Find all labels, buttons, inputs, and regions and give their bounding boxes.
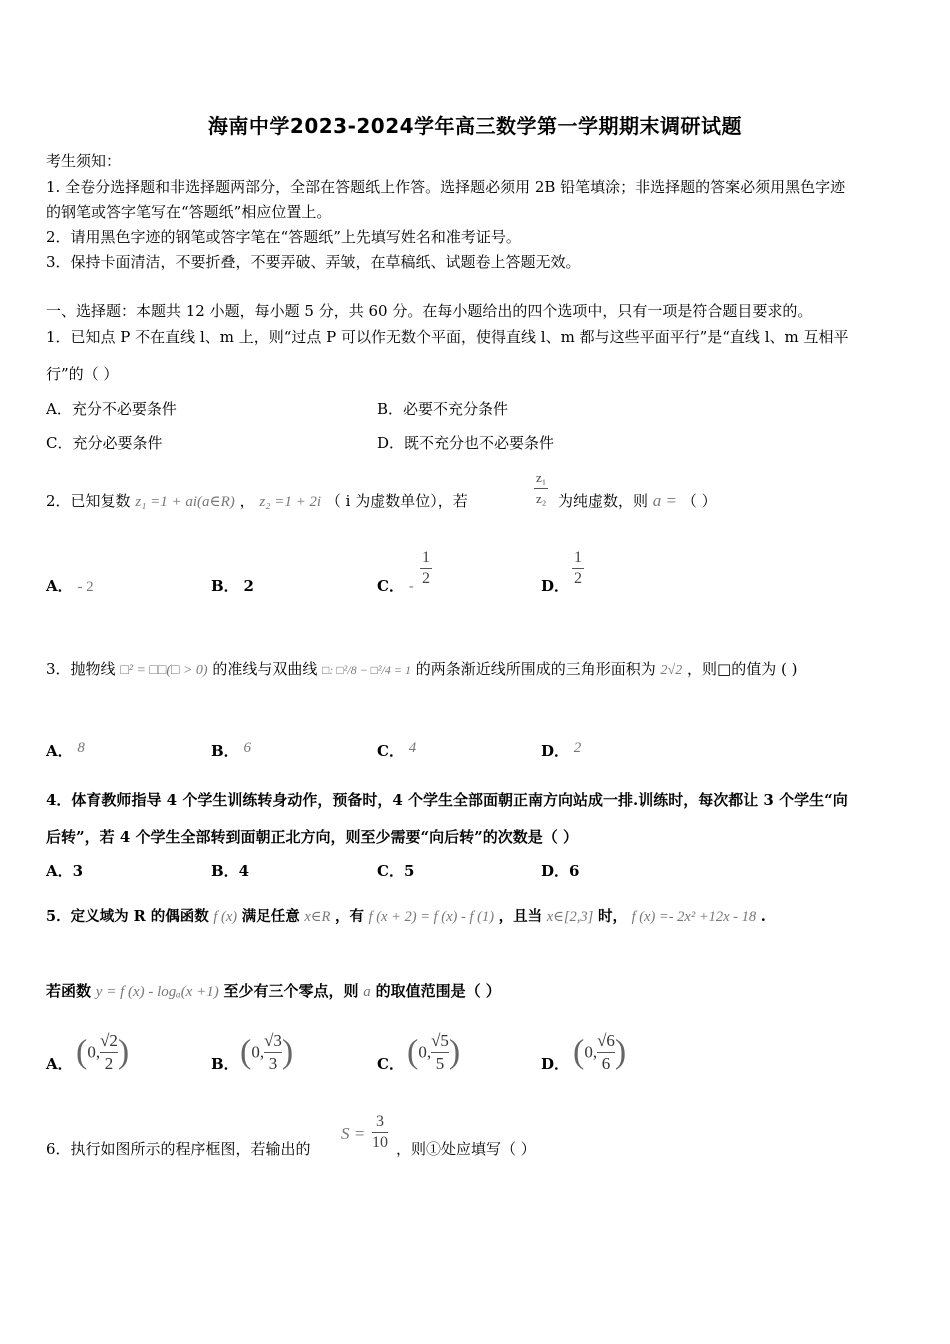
q6-fraction [372,1112,388,1153]
q5-b-label [211,1053,239,1074]
q5-a-label [46,1053,73,1074]
q4-stem-line2: 后转”，若 4 个学生全部转到面朝正北方向，则至少需要“向后转”的次数是（ ） [46,828,578,846]
q5-a-den: 2 [104,1054,114,1073]
left-paren-icon: ( [573,1033,585,1071]
q2-a-value: - 2 [77,579,94,595]
notice-item-1a: 1. 全卷分选择题和非选择题两部分，全部在答题纸上作答。选择题必须用 2B 铅笔填涂；非选择题的答案必须用黑色字迹 [46,178,846,196]
q5-p5: 时， [597,908,627,925]
q3-mid1: 的准线与双曲线 [212,660,318,678]
q3-parabola: □² = □□(□ > 0) [120,663,208,678]
q5-d-label [541,1053,569,1074]
q2-z2: z₂ =1 + 2i [259,494,322,510]
q6-num: 3 [372,1112,388,1133]
q2-suffix: 为纯虚数，则 [558,492,649,510]
q5-c-label [377,1053,404,1074]
q5-a-num: √2 [100,1030,118,1053]
q2-mid: （ i 为虚数单位），若 [325,492,468,510]
q2-c-num: 1 [420,548,432,569]
q5-c-num: √5 [431,1030,449,1053]
left-paren-icon: ( [76,1033,88,1071]
q5-eq2: f (x) =- 2x² +12x - 18 [631,909,757,925]
q1-stem-line2: 行”的（ ） [46,365,119,383]
q2-option-b [211,575,254,596]
notice-item-1b: 的钢笔或答字笔写在“答题纸”相应位置上。 [46,203,332,221]
q2-suffix-wrap [558,490,717,511]
q5-d-label-text: D． [541,1055,570,1073]
q5-c-label-text: C． [377,1055,404,1073]
q5-d-den: 6 [601,1054,611,1073]
q2-frac-den: z₂ [536,491,547,506]
q6-suffix: ，则①处应填写（ ） [396,1140,536,1158]
q6-s-eq-wrap [341,1124,365,1144]
q4-stem-line1: 4．体育教师指导 4 个学生训练转身动作，预备时，4 个学生全部面朝正南方向站成一排.训练时，每次都让 3 个学生“向 [46,791,848,809]
q2-blank: （ ） [681,492,717,510]
q1-option-c: C．充分必要条件 [46,434,163,452]
q3-suffix: ，则□的值为 ( ) [687,660,798,678]
q1-option-d: D．既不充分也不必要条件 [377,434,555,452]
q5-l2b: 至少有三个零点，则 [223,982,359,1000]
q2-b-value: 2 [243,577,254,595]
q4-option-b: B．4 [211,862,250,880]
q3-stem [46,658,797,679]
q3-mid2: 的两条渐近线所围成的三角形面积为 [415,660,656,678]
q4-option-a: A．3 [46,862,84,880]
q3-hyperbola: □: □²/8 − □²/4 = 1 [322,663,411,677]
q2-d-num: 1 [572,548,584,569]
q5-option-a-value [76,1030,129,1075]
q3-option-d [541,740,581,761]
q2-stem [46,490,468,511]
q3-b-value: 6 [243,740,251,756]
right-paren-icon: ) [117,1033,130,1071]
q5-b-zero: 0, [251,1042,265,1062]
q5-l2c: 的取值范围是（ ） [375,982,501,1000]
q5-stem-line2 [46,980,501,1001]
q5-interval: x∈[2,3] [546,909,594,925]
q5-a-label-text: A． [46,1055,73,1073]
q3-a-label: A． [46,742,73,760]
q6-den: 10 [372,1134,388,1151]
q6-prefix: 6．执行如图所示的程序框图，若输出的 [46,1140,311,1158]
q2-a-eq: a = [652,491,678,510]
q2-d-label: D． [541,577,570,595]
q3-area: 2√2 [660,663,683,678]
q5-stem-line1 [46,905,766,926]
right-paren-icon: ) [281,1033,294,1071]
q5-p4: ，且当 [498,908,543,925]
left-paren-icon: ( [407,1033,419,1071]
q5-c-den: 5 [435,1054,445,1073]
q3-prefix: 3．抛物线 [46,660,116,678]
q5-d-fraction [597,1030,615,1075]
q2-z1: z₁ =1 + ai(a∈R) [135,494,235,510]
q2-option-c-fraction [420,548,432,589]
q5-option-c-value [407,1030,460,1075]
q2-option-a [46,575,94,596]
q5-avar: a [363,984,371,1000]
notice-item-3: 3．保持卡面清洁，不要折叠，不要弄破、弄皱，在草稿纸、试题卷上答题无效。 [46,253,581,271]
q3-c-label: C． [377,742,404,760]
q1-option-b: B．必要不充分条件 [377,400,509,418]
q2-b-label: B． [211,577,239,595]
q2-prefix: 2．已知复数 [46,492,131,510]
q5-option-d-value [573,1030,626,1075]
q5-d-zero: 0, [584,1042,598,1062]
q3-d-value: 2 [573,740,582,756]
q5-p3: ，有 [334,908,364,925]
q5-p6: . [760,908,766,925]
q5-a-fraction [100,1030,118,1075]
q3-option-c [377,740,416,761]
notice-item-2: 2．请用黑色字迹的钢笔或答字笔在“答题纸”上先填写姓名和准考证号。 [46,228,521,246]
q2-option-c-label-wrap [377,575,414,596]
q5-p1: 5．定义域为 R 的偶函数 [46,908,209,925]
q3-b-label: B． [211,742,239,760]
q5-fx: f (x) [213,909,238,925]
notice-heading: 考生须知： [46,152,122,170]
q2-option-d-label-wrap [541,575,569,596]
q5-b-fraction [264,1030,282,1075]
q5-a-zero: 0, [87,1042,101,1062]
q5-yfun: y = f (x) - logₐ(x +1) [95,984,219,1000]
right-paren-icon: ) [448,1033,461,1071]
q2-c-label: C． [377,577,404,595]
q5-c-zero: 0, [418,1042,432,1062]
left-paren-icon: ( [240,1033,252,1071]
q2-frac-num: z₁ [534,468,548,489]
q5-b-num: √3 [264,1030,282,1053]
q1-option-a: A．充分不必要条件 [46,400,177,418]
right-paren-icon: ) [614,1033,627,1071]
q5-eq1: f (x + 2) = f (x) - f (1) [368,909,495,925]
q5-b-label-text: B． [211,1055,239,1073]
q5-p2: 满足任意 [241,908,300,925]
q2-fraction [534,468,548,509]
q6-s-eq: S = [341,1124,366,1143]
q5-option-b-value [240,1030,293,1075]
q3-d-label: D． [541,742,570,760]
q3-a-value: 8 [77,740,85,756]
q6-suffix-wrap [396,1138,536,1159]
page-title: 海南中学2023-2024学年高三数学第一学期期末调研试题 [207,114,743,138]
q5-xinr: x∈R [304,909,331,925]
q6-prefix-wrap [46,1138,311,1159]
q3-option-a [46,740,85,761]
q4-option-d: D．6 [541,862,580,880]
q2-a-label: A． [46,577,73,595]
section-heading: 一、选择题：本题共 12 小题，每小题 5 分，共 60 分。在每小题给出的四个选项中，只有一项是符合题目要求的。 [46,302,813,320]
q5-d-num: √6 [597,1030,615,1053]
q2-d-den: 2 [574,570,582,587]
q2-c-sign: - [408,577,414,595]
q5-c-fraction [431,1030,449,1075]
q5-b-den: 3 [268,1054,278,1073]
q5-l2a: 若函数 [46,982,92,1000]
q4-option-c: C．5 [377,862,415,880]
q2-comma: ， [239,492,255,510]
q2-option-d-fraction [572,548,584,589]
q3-c-value: 4 [408,740,417,756]
q1-stem-line1: 1．已知点 P 不在直线 l、m 上，则“过点 P 可以作无数个平面，使得直线 l、m 都与这些平面平行”是“直线 l、m 互相平 [46,328,849,346]
q3-option-b [211,740,251,761]
q2-c-den: 2 [422,570,430,587]
